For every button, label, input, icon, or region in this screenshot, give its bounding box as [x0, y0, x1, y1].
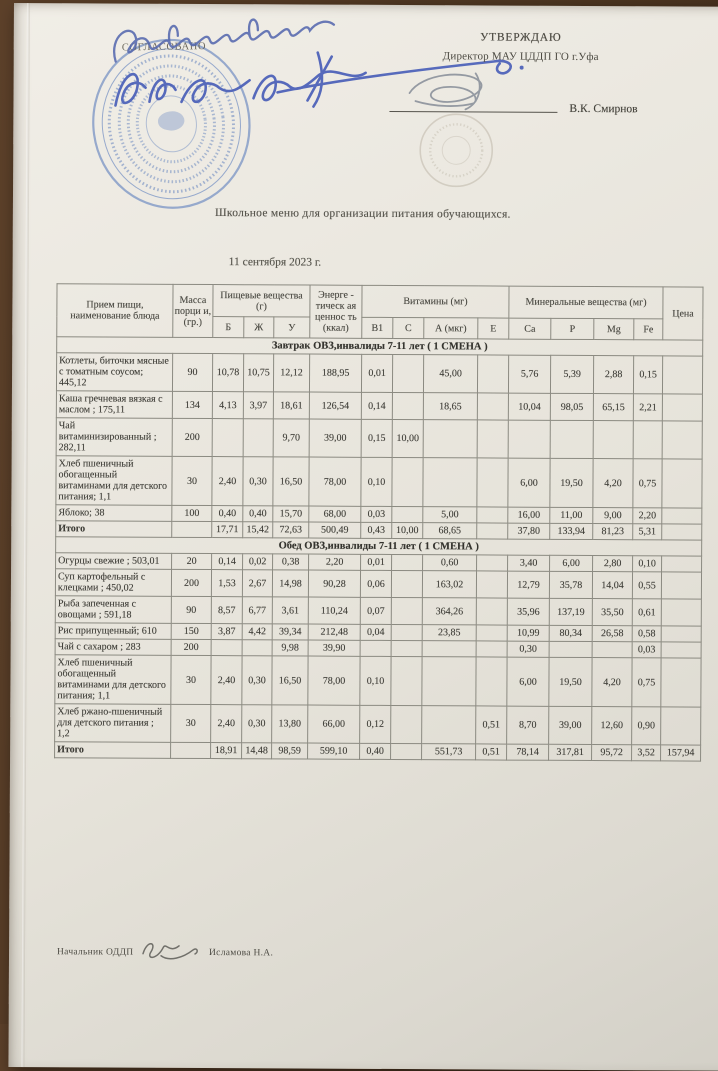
value-cell: [477, 458, 508, 507]
value-cell: [661, 642, 701, 658]
value-cell: 78,00: [309, 457, 361, 506]
menu-table-body: [55, 337, 703, 761]
value-cell: 200: [172, 418, 212, 456]
value-cell: 98,05: [550, 393, 593, 420]
value-cell: 10,78: [212, 354, 243, 392]
header-ca: Ca: [509, 318, 551, 339]
header-minerals-group: Минеральные вещества (мг): [509, 286, 663, 319]
value-cell: [477, 507, 508, 523]
value-cell: 0,01: [361, 554, 392, 570]
value-cell: 0,14: [361, 392, 392, 419]
value-cell: 0,40: [212, 506, 243, 522]
value-cell: 19,50: [549, 657, 592, 706]
document-page: [8, 3, 718, 1071]
value-cell: [391, 743, 422, 759]
value-cell: 0,51: [476, 706, 507, 744]
value-cell: 12,12: [273, 354, 309, 392]
value-cell: 5,31: [633, 524, 662, 540]
value-cell: 6,00: [550, 555, 593, 571]
header-a: А (мкг): [424, 318, 478, 339]
value-cell: 188,95: [309, 354, 361, 392]
value-cell: 9,70: [273, 419, 309, 457]
value-cell: 0,15: [361, 419, 392, 457]
header-mg: Mg: [594, 319, 634, 340]
footer-name: Исламова Н.А.: [209, 948, 273, 958]
value-cell: 364,26: [422, 598, 476, 625]
value-cell: 17,71: [212, 522, 243, 538]
value-cell: [661, 658, 701, 707]
header-protein: Б: [213, 317, 244, 338]
paper-edge-highlight: [21, 3, 30, 1067]
value-cell: 134: [172, 391, 212, 418]
value-cell: 13,80: [272, 705, 308, 743]
value-cell: 80,34: [549, 625, 592, 641]
value-cell: [477, 393, 508, 420]
value-cell: 39,00: [309, 419, 361, 457]
value-cell: 0,61: [632, 599, 661, 626]
value-cell: [212, 419, 243, 457]
value-cell: 39,90: [308, 640, 360, 656]
approve-block: [387, 31, 653, 119]
header-b1: В1: [362, 318, 393, 339]
value-cell: [392, 354, 423, 392]
value-cell: [423, 458, 477, 507]
menu-row: [55, 596, 701, 626]
document-title: Школьное меню для организации питания обучающихся.: [43, 206, 683, 221]
value-cell: 0,06: [360, 570, 391, 597]
signature-line: [389, 111, 557, 113]
header-meal: Прием пищи, наименование блюда: [57, 284, 173, 338]
value-cell: 0,01: [361, 354, 392, 392]
dish-name-cell: Рис припущенный; 610: [55, 623, 171, 640]
header-p: P: [551, 319, 594, 340]
value-cell: 500,49: [309, 522, 361, 538]
director-name: В.К. Смирнов: [569, 103, 637, 115]
value-cell: [392, 506, 423, 522]
dish-name-cell: Хлеб пшеничный обогащенный витаминами для детского питания; 1,1: [56, 456, 172, 506]
value-cell: [392, 554, 423, 570]
dish-name-cell: Каша гречневая вязкая с маслом ; 175,11: [56, 391, 172, 419]
dish-name-cell: Итого: [56, 521, 172, 538]
value-cell: [549, 641, 592, 657]
value-cell: 16,00: [508, 507, 550, 523]
value-cell: [476, 641, 507, 657]
value-cell: [662, 524, 702, 540]
value-cell: 45,00: [423, 355, 477, 393]
value-cell: 90,28: [308, 570, 360, 597]
header-mass: Масса порци и, (гр.): [173, 284, 213, 337]
value-cell: 8,70: [507, 706, 549, 744]
value-cell: 163,02: [422, 571, 476, 598]
value-cell: 14,98: [272, 570, 308, 597]
value-cell: 5,76: [509, 355, 551, 393]
value-cell: 2,40: [211, 656, 242, 705]
value-cell: 5,00: [423, 507, 477, 523]
footer-signature-ink: [139, 934, 203, 964]
value-cell: 4,42: [242, 624, 272, 640]
value-cell: 0,51: [476, 744, 507, 760]
value-cell: 1,53: [211, 570, 242, 597]
value-cell: 9,98: [272, 640, 308, 656]
value-cell: 23,85: [422, 625, 476, 641]
header-c: С: [393, 318, 424, 339]
dish-name-cell: Яблоко; 38: [56, 505, 172, 522]
value-cell: [661, 707, 701, 745]
menu-table-header: [57, 284, 703, 340]
value-cell: [392, 392, 423, 419]
director-signature-row: [387, 102, 653, 119]
value-cell: 14,48: [242, 743, 272, 759]
value-cell: [662, 421, 702, 459]
value-cell: 0,07: [360, 597, 391, 624]
menu-row: [55, 569, 701, 599]
value-cell: [661, 626, 701, 642]
value-cell: 6,00: [507, 657, 549, 706]
header-fe: Fe: [634, 319, 663, 340]
value-cell: [477, 420, 508, 458]
value-cell: [593, 421, 633, 459]
value-cell: [360, 640, 391, 656]
approve-heading: УТВЕРЖДАЮ: [388, 31, 654, 44]
value-cell: 2,88: [594, 356, 634, 394]
value-cell: [422, 657, 476, 706]
value-cell: 3,87: [211, 624, 242, 640]
value-cell: 212,48: [308, 624, 360, 640]
value-cell: [171, 742, 211, 758]
dish-name-cell: Итого: [55, 742, 171, 759]
value-cell: 16,50: [273, 457, 309, 506]
value-cell: [477, 555, 508, 571]
value-cell: 39,34: [272, 624, 308, 640]
value-cell: 2,21: [633, 394, 662, 421]
value-cell: 200: [171, 569, 211, 596]
dish-name-cell: Рыба запеченная с овощами ; 591,18: [55, 596, 171, 624]
dish-name-cell: Хлеб пшеничный обогащенный витаминами для детского питания; 1,1: [55, 655, 171, 705]
value-cell: 65,15: [593, 394, 633, 421]
menu-row: [56, 353, 702, 394]
value-cell: 18,65: [423, 393, 477, 420]
value-cell: 4,20: [592, 658, 632, 707]
section-title: Завтрак ОВЗ,инвалиды 7-11 лет ( 1 СМЕНА ): [57, 337, 703, 356]
value-cell: 0,40: [360, 743, 391, 759]
header-e: Е: [478, 318, 509, 339]
value-cell: 2,40: [212, 457, 243, 506]
value-cell: [391, 597, 422, 624]
value-cell: 30: [171, 655, 211, 704]
value-cell: 150: [171, 623, 211, 639]
value-cell: 10,00: [392, 522, 423, 538]
value-cell: 90: [172, 353, 212, 391]
value-cell: 10,00: [392, 419, 423, 457]
header-energy: Энерге - тическ ая ценнос ть (ккал): [310, 285, 362, 338]
value-cell: 98,59: [272, 743, 308, 759]
value-cell: 81,23: [593, 524, 633, 540]
value-cell: 0,30: [242, 656, 272, 705]
menu-row: [56, 391, 702, 421]
value-cell: 8,57: [211, 597, 242, 624]
value-cell: [661, 599, 701, 626]
value-cell: [662, 459, 702, 508]
menu-row: [56, 418, 702, 459]
value-cell: 26,58: [592, 626, 632, 642]
value-cell: 0,04: [360, 624, 391, 640]
value-cell: 78,14: [507, 744, 549, 760]
round-blue-stamp-icon: [81, 25, 262, 222]
section-title: Обед ОВЗ,инвалиды 7-11 лет ( 1 СМЕНА ): [56, 537, 702, 556]
value-cell: 10,99: [507, 625, 549, 641]
value-cell: 0,03: [361, 506, 392, 522]
value-cell: 0,60: [423, 555, 477, 571]
value-cell: 0,10: [633, 556, 662, 572]
value-cell: 35,78: [549, 571, 592, 598]
value-cell: 6,00: [508, 458, 550, 507]
value-cell: 133,94: [550, 523, 593, 539]
value-cell: 2,20: [633, 508, 662, 524]
value-cell: 0,75: [633, 459, 662, 508]
value-cell: 0,40: [243, 506, 273, 522]
value-cell: 10,04: [508, 393, 550, 420]
value-cell: 157,94: [661, 745, 701, 761]
value-cell: [391, 624, 422, 640]
agreed-printed-label: СОГЛАСОВАНО: [122, 41, 206, 53]
value-cell: 30: [171, 704, 211, 742]
value-cell: 4,20: [593, 459, 633, 508]
value-cell: [550, 420, 593, 458]
dish-name-cell: Хлеб ржано-пшеничный для детского питания ; 1,2: [55, 704, 171, 743]
value-cell: 12,79: [507, 571, 549, 598]
value-cell: [476, 625, 507, 641]
value-cell: 14,04: [592, 572, 632, 599]
dish-name-cell: Суп картофельный с клецками ; 450,02: [55, 569, 171, 597]
value-cell: 0,10: [361, 457, 392, 506]
value-cell: 90: [171, 596, 211, 623]
value-cell: 317,81: [549, 744, 592, 760]
value-cell: [422, 706, 476, 744]
value-cell: 0,14: [212, 554, 243, 570]
value-cell: 599,10: [308, 743, 360, 759]
value-cell: [422, 641, 476, 657]
value-cell: 0,75: [632, 658, 661, 707]
total-row: [55, 742, 701, 761]
value-cell: 20: [172, 553, 212, 569]
value-cell: 2,67: [242, 570, 272, 597]
value-cell: [476, 598, 507, 625]
value-cell: 15,70: [273, 506, 309, 522]
value-cell: 10,75: [243, 354, 273, 392]
value-cell: [662, 556, 702, 572]
menu-row: [56, 456, 702, 508]
value-cell: 3,97: [243, 392, 273, 419]
value-cell: [391, 570, 422, 597]
menu-row: [55, 704, 701, 745]
value-cell: [391, 656, 422, 705]
value-cell: 2,80: [593, 556, 633, 572]
value-cell: 16,50: [272, 656, 308, 705]
value-cell: 0,10: [360, 656, 391, 705]
value-cell: 551,73: [422, 744, 476, 760]
value-cell: 200: [171, 639, 211, 655]
value-cell: 35,96: [507, 598, 549, 625]
menu-row: [55, 655, 701, 707]
value-cell: [243, 419, 273, 457]
value-cell: 0,30: [507, 641, 549, 657]
value-cell: [172, 521, 212, 537]
header-price: Цена: [663, 287, 703, 340]
value-cell: 0,43: [361, 522, 392, 538]
value-cell: 0,90: [632, 707, 661, 745]
value-cell: 4,13: [212, 392, 243, 419]
value-cell: 126,54: [309, 392, 361, 419]
value-cell: [662, 508, 702, 524]
value-cell: [633, 421, 662, 459]
value-cell: 0,38: [273, 554, 309, 570]
value-cell: [508, 420, 550, 458]
value-cell: 2,40: [211, 705, 242, 743]
value-cell: 9,00: [593, 508, 633, 524]
value-cell: [211, 640, 242, 656]
menu-table: [54, 283, 704, 761]
value-cell: 37,80: [508, 523, 550, 539]
dish-name-cell: Чай витаминизированный ; 282,11: [56, 418, 172, 457]
value-cell: [477, 523, 508, 539]
dish-name-cell: Чай с сахаром ; 283: [55, 639, 171, 656]
value-cell: 2,20: [309, 554, 361, 570]
value-cell: 0,30: [242, 705, 272, 743]
value-cell: 3,61: [272, 597, 308, 624]
header-vitamins-group: Витамины (мг): [362, 285, 509, 318]
value-cell: 30: [172, 456, 212, 505]
value-cell: 11,00: [550, 507, 593, 523]
value-cell: 72,63: [273, 522, 309, 538]
dish-name-cell: Котлеты, биточки мясные с томатным соусом; 445,12: [56, 353, 172, 392]
value-cell: 15,42: [243, 522, 273, 538]
value-cell: 39,00: [549, 706, 592, 744]
value-cell: 5,39: [551, 355, 594, 393]
value-cell: [391, 705, 422, 743]
value-cell: 18,91: [211, 743, 242, 759]
value-cell: 68,65: [423, 523, 477, 539]
value-cell: 3,40: [508, 555, 550, 571]
value-cell: 6,77: [242, 597, 272, 624]
value-cell: 0,02: [243, 554, 273, 570]
value-cell: 19,50: [550, 458, 593, 507]
value-cell: 0,55: [632, 572, 661, 599]
value-cell: 0,30: [243, 457, 273, 506]
director-title-line: Директор МАУ ЦДДП ГО г.Уфа: [388, 50, 654, 63]
value-cell: 0,12: [360, 705, 391, 743]
value-cell: 95,72: [592, 745, 632, 761]
header-fat: Ж: [244, 317, 274, 338]
value-cell: [477, 355, 508, 393]
value-cell: [663, 356, 703, 394]
value-cell: 100: [172, 505, 212, 521]
dish-name-cell: Огурцы свежие ; 503,01: [56, 553, 172, 570]
value-cell: 68,00: [309, 506, 361, 522]
value-cell: [242, 640, 272, 656]
value-cell: [476, 657, 507, 706]
value-cell: [476, 571, 507, 598]
value-cell: 35,50: [592, 599, 632, 626]
value-cell: [392, 457, 423, 506]
value-cell: 110,24: [308, 597, 360, 624]
value-cell: 0,15: [634, 356, 663, 394]
value-cell: 66,00: [308, 705, 360, 743]
value-cell: 78,00: [308, 656, 360, 705]
value-cell: [423, 420, 477, 458]
footer-position-label: Начальник ОДДП: [57, 947, 133, 957]
header-carbs: У: [274, 317, 310, 338]
value-cell: 137,19: [549, 598, 592, 625]
value-cell: 0,03: [632, 642, 661, 658]
value-cell: 18,61: [273, 392, 309, 419]
value-cell: [592, 642, 632, 658]
value-cell: [391, 640, 422, 656]
value-cell: 0,58: [632, 626, 661, 642]
header-nutrients-group: Пищевые вещества (г): [213, 285, 310, 318]
document-date: 11 сентября 2023 г.: [229, 256, 322, 268]
value-cell: 12,60: [592, 707, 632, 745]
value-cell: [662, 394, 702, 421]
value-cell: 3,52: [632, 745, 661, 761]
value-cell: [661, 572, 701, 599]
